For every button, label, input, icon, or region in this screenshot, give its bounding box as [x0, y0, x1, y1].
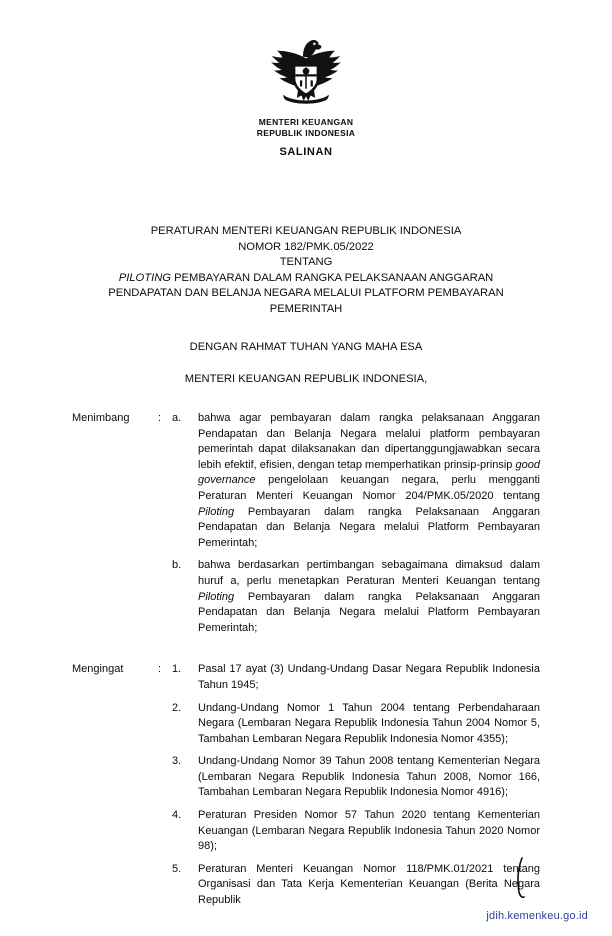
title-line-3: TENTANG [279, 256, 333, 268]
considering-colon: : [158, 412, 162, 424]
title-line-6: PEMERINTAH [269, 302, 343, 315]
title-line-5: PENDAPATAN DAN BELANJA NEGARA MELALUI PLATFORM PEMBAYARAN [108, 287, 504, 299]
item-italic-2: Piloting [198, 505, 235, 518]
item-italic-1: good governance [198, 458, 540, 487]
item-marker: b. [172, 559, 182, 572]
list-item [172, 701, 540, 748]
garuda-pancasila-emblem [267, 34, 345, 110]
ministry-line-2: REPUBLIK INDONESIA [256, 128, 356, 138]
list-item [172, 411, 540, 551]
item-text-3: Pembayaran dalam rangka Pelaksanaan Anggaran Pendapatan dan Belanja Negara melalui Platform Pembayaran Pemerintah; [198, 505, 540, 549]
list-item [172, 808, 540, 855]
copy-label: SALINAN [279, 146, 333, 158]
item-body [198, 411, 540, 551]
emblem-container [72, 0, 540, 115]
list-item [172, 662, 540, 693]
authority-line: MENTERI KEUANGAN REPUBLIK INDONESIA, [184, 373, 428, 385]
list-item [172, 558, 540, 636]
initial-signature-mark [508, 856, 534, 900]
title-line-2: NOMOR 182/PMK.05/2022 [238, 240, 374, 253]
ministry-line-1: MENTERI KEUANGAN [258, 117, 354, 127]
considering-section [72, 411, 540, 636]
item-body: Undang-Undang Nomor 1 Tahun 2004 tentang Perbendaharaan Negara (Lembaran Negara Republik Indonesia Tahun 2004 Nomor 5, Tambahan Lembaran Negara Republik Indonesia Nomor 4355); [198, 701, 540, 745]
recalling-section [72, 662, 540, 908]
item-marker: 4. [172, 809, 182, 822]
item-body [198, 558, 540, 636]
jdih-url-watermark: jdih.kemenkeu.go.id [486, 910, 588, 922]
item-body: Pasal 17 ayat (3) Undang-Undang Dasar Negara Republik Indonesia Tahun 1945; [198, 663, 540, 691]
recalling-items [172, 662, 540, 908]
item-text-1: bahwa berdasarkan pertimbangan sebagaimana dimaksud dalam huruf a, perlu menetapkan Peraturan Menteri Keuangan tentang [198, 559, 540, 587]
item-text-2: pengelolaan keuangan negara, perlu mengganti Peraturan Menteri Keuangan Nomor 204/PMK.05/2020 tentang [198, 474, 540, 502]
item-body: Undang-Undang Nomor 39 Tahun 2008 tentang Kementerian Negara (Lembaran Negara Republik Indonesia Tahun 2008, Nomor 166, Tambahan Lembaran Negara Republik Indonesia Nomor 4916); [198, 755, 540, 799]
regulation-title-block [72, 224, 540, 317]
title-line-4-italic: PILOTING [118, 271, 171, 284]
title-line-1: PERATURAN MENTERI KEUANGAN REPUBLIK INDONESIA [150, 225, 462, 237]
blessing-line: DENGAN RAHMAT TUHAN YANG MAHA ESA [189, 341, 423, 353]
item-body: Peraturan Menteri Keuangan Nomor 118/PMK.01/2021 tentang Organisasi dan Tata Kerja Kementerian Keuangan (Berita Negara Republik [198, 862, 540, 907]
item-italic-1: Piloting [198, 590, 235, 603]
title-line-4-rest: PEMBAYARAN DALAM RANGKA PELAKSANAAN ANGGARAN [170, 271, 494, 284]
list-item [172, 862, 540, 909]
considering-label: Menimbang [72, 412, 130, 424]
item-marker: 3. [172, 755, 182, 768]
ministry-header [72, 117, 540, 139]
recalling-colon: : [158, 663, 162, 676]
item-marker: 5. [172, 862, 182, 875]
list-item [172, 754, 540, 801]
title-line-4 [72, 271, 540, 287]
item-text-1: bahwa agar pembayaran dalam rangka pelaksanaan Anggaran Pendapatan dan Belanja Negara melalui platform pembayaran pemerintah dapat dilaksanakan dan dipertanggungjawabkan secara lebih efektif, efisien, dengan tetap memperhatikan prinsip-prinsip [198, 412, 540, 471]
item-body: Peraturan Presiden Nomor 57 Tahun 2020 tentang Kementerian Keuangan (Lembaran Negara Republik Indonesia Tahun 2020 Nomor 98); [198, 809, 540, 853]
considering-items [172, 411, 540, 636]
item-text-2: Pembayaran dalam rangka Pelaksanaan Anggaran Pendapatan dan Belanja Negara melalui Platform Pembayaran Pemerintah; [198, 590, 540, 634]
item-marker: 1. [172, 663, 182, 676]
recalling-label: Mengingat [72, 663, 124, 676]
item-marker: 2. [172, 701, 182, 714]
item-marker: a. [172, 412, 182, 424]
